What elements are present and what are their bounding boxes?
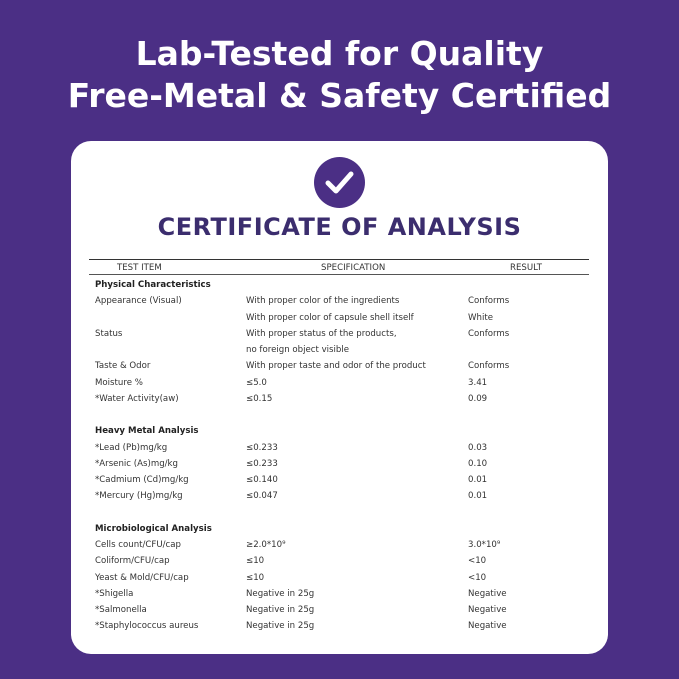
- cell-result: 0.03: [468, 442, 488, 453]
- cell-result: Negative: [468, 588, 507, 599]
- table-row: [71, 293, 608, 309]
- cell-test-item: Coliform/CFU/cap: [95, 556, 170, 567]
- cell-test-item: Yeast & Mold/CFU/cap: [95, 572, 189, 583]
- section-heading-row: [71, 521, 608, 537]
- table-header-rule: [89, 274, 589, 275]
- cell-test-item: Microbiological Analysis: [95, 523, 212, 534]
- cell-specification: Negative in 25g: [246, 588, 315, 599]
- table-row: [71, 440, 608, 456]
- cell-result: 0.10: [468, 458, 488, 469]
- cell-test-item: *Mercury (Hg)mg/kg: [95, 491, 183, 502]
- cell-result: Conforms: [468, 296, 510, 307]
- cell-specification: Negative in 25g: [246, 621, 315, 632]
- table-row: [71, 391, 608, 407]
- spacer-row: [71, 505, 608, 521]
- cell-test-item: *Shigella: [95, 588, 134, 599]
- table-row: [71, 618, 608, 634]
- checkmark-icon: [314, 157, 365, 208]
- cell-test-item: Taste & Odor: [95, 361, 151, 372]
- column-header-result: RESULT: [510, 263, 542, 273]
- cell-test-item: Appearance (Visual): [95, 296, 182, 307]
- table-row: [71, 326, 608, 342]
- cell-test-item: Heavy Metal Analysis: [95, 426, 199, 437]
- cell-test-item: Physical Characteristics: [95, 280, 211, 290]
- table-row: [71, 358, 608, 374]
- column-header-test-item: TEST ITEM: [117, 263, 162, 273]
- cell-test-item: Status: [95, 328, 123, 339]
- table-row: [71, 375, 608, 391]
- table-row: [71, 456, 608, 472]
- headline-line-2: Free-Metal & Safety Certified: [67, 76, 612, 115]
- cell-specification: ≤10: [246, 572, 265, 583]
- section-heading-row: [71, 423, 608, 439]
- cell-result: 0.09: [468, 393, 488, 404]
- cell-result: 0.01: [468, 491, 488, 502]
- table-row: [71, 602, 608, 618]
- cell-test-item: *Arsenic (As)mg/kg: [95, 458, 178, 469]
- cell-result: 0.01: [468, 475, 488, 485]
- cell-specification: ≤10: [246, 556, 265, 567]
- cell-result: <10: [468, 556, 487, 567]
- cell-specification: ≤0.140: [246, 475, 278, 485]
- cell-specification: With proper status of the products,: [246, 328, 397, 339]
- table-row: [71, 586, 608, 602]
- cell-test-item: *Cadmium (Cd)mg/kg: [95, 475, 189, 485]
- cell-test-item: *Lead (Pb)mg/kg: [95, 442, 168, 453]
- section-heading-row: [71, 277, 608, 293]
- cell-result: 3.0*10⁹: [468, 540, 501, 550]
- cell-result: Conforms: [468, 361, 510, 372]
- cell-specification: With proper color of capsule shell itself: [246, 312, 414, 323]
- table-row: [71, 553, 608, 569]
- table-row: [71, 472, 608, 488]
- certificate-title: CERTIFICATE OF ANALYSIS: [157, 213, 522, 241]
- column-header-specification: SPECIFICATION: [321, 263, 386, 273]
- cell-specification: ≥2.0*10⁹: [246, 540, 286, 550]
- cell-specification: With proper taste and odor of the product: [246, 361, 426, 372]
- cell-test-item: Cells count/CFU/cap: [95, 540, 181, 550]
- cell-specification: With proper color of the ingredients: [246, 296, 400, 307]
- table-row: [71, 310, 608, 326]
- cell-test-item: *Staphylococcus aureus: [95, 621, 199, 632]
- cell-specification: no foreign object visible: [246, 345, 350, 355]
- cell-specification: ≤0.233: [246, 442, 278, 453]
- cell-test-item: Moisture %: [95, 377, 143, 388]
- table-row: [71, 570, 608, 586]
- cell-specification: ≤0.047: [246, 491, 278, 502]
- cell-specification: Negative in 25g: [246, 605, 315, 615]
- cell-result: 3.41: [468, 377, 488, 388]
- cell-result: <10: [468, 572, 487, 583]
- headline-line-1: Lab-Tested for Quality: [135, 34, 544, 73]
- cell-result: Negative: [468, 605, 507, 615]
- table-row: [71, 342, 608, 358]
- cell-specification: ≤0.233: [246, 458, 278, 469]
- cell-test-item: *Salmonella: [95, 605, 147, 615]
- cell-specification: ≤0.15: [246, 393, 273, 404]
- table-row: [71, 537, 608, 553]
- cell-result: White: [468, 312, 493, 323]
- cell-result: Negative: [468, 621, 507, 632]
- cell-specification: ≤5.0: [246, 377, 267, 388]
- cell-result: Conforms: [468, 328, 510, 339]
- table-row: [71, 488, 608, 504]
- spacer-row: [71, 407, 608, 423]
- certificate-card: [71, 141, 608, 654]
- cell-test-item: *Water Activity(aw): [95, 393, 179, 404]
